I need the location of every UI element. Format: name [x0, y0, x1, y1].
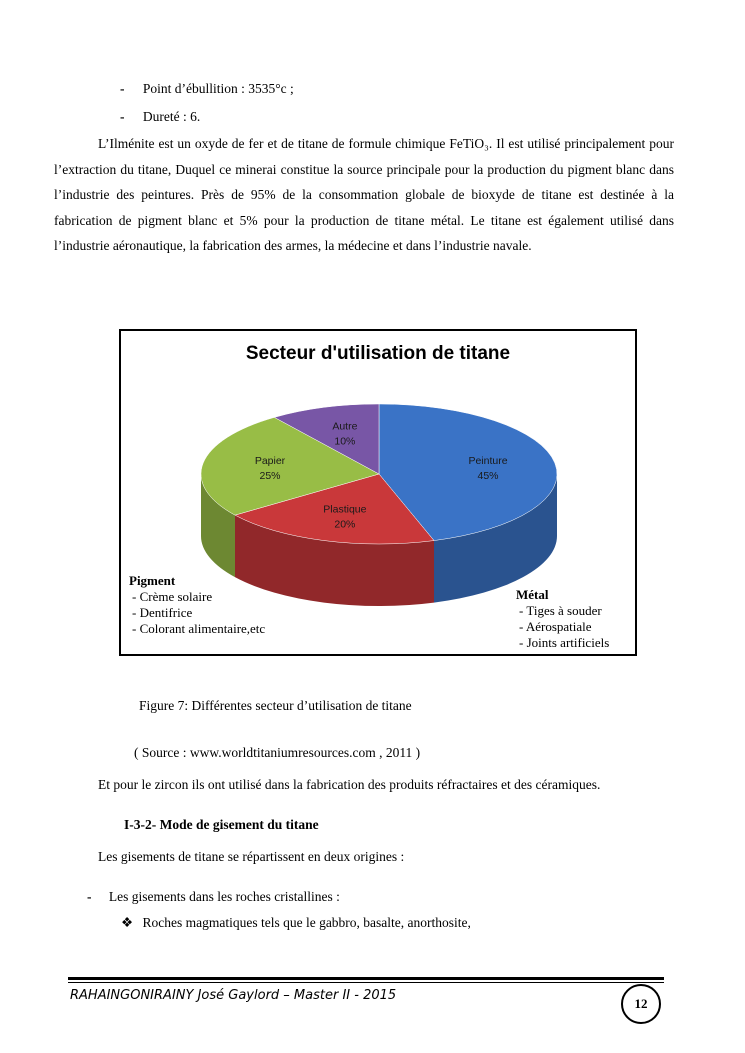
zircon-paragraph: Et pour le zircon ils ont utilisé dans la fabrication des produits réfractaires et des céramiques.	[98, 777, 601, 792]
sub-item-magmatic	[121, 915, 471, 931]
chart-frame	[119, 329, 637, 656]
bullet-hardness	[120, 109, 200, 125]
pie-label-plastique: Plastique	[323, 503, 367, 516]
chart-title: Secteur d'utilisation de titane	[245, 343, 511, 364]
metal-note-item: - Tiges à souder	[519, 603, 602, 618]
figure-caption: Figure 7: Différentes secteur d’utilisation de titane	[139, 698, 412, 713]
metal-note-item: - Joints artificiels	[519, 635, 610, 650]
page-number: 12	[621, 984, 661, 1024]
list-text: Les gisements dans les roches cristallines :	[108, 889, 340, 904]
pigment-note-item: - Dentifrice	[132, 605, 193, 620]
pie-value-plastique: 20%	[334, 518, 356, 531]
pie-value-autre: 10%	[334, 435, 356, 448]
bullet-dash: -	[120, 109, 125, 124]
section-heading: I-3-2- Mode de gisement du titane	[124, 817, 319, 832]
pie-label-autre: Autre	[332, 420, 358, 433]
footer-rule	[68, 977, 664, 980]
pigment-note-item: - Crème solaire	[132, 589, 213, 604]
pigment-note-heading: Pigment	[129, 573, 176, 588]
list-item-crystalline	[87, 889, 340, 905]
bullet-boiling-point	[120, 81, 294, 97]
pigment-note-item: - Colorant alimentaire,etc	[132, 621, 266, 636]
pie-value-peinture: 45%	[477, 470, 499, 483]
bullet-dash: -	[120, 81, 125, 96]
bullet-text: Point d’ébullition : 3535°c ;	[142, 81, 294, 96]
figure-source: ( Source : www.worldtitaniumresources.com , 2011 )	[134, 745, 421, 760]
metal-note-heading: Métal	[516, 587, 549, 602]
pigment-note	[129, 573, 265, 637]
footer-rule-thin	[68, 982, 664, 983]
metal-note	[516, 587, 609, 651]
diamond-bullet-icon: ❖	[121, 915, 134, 930]
list-dash: -	[87, 889, 92, 904]
pie-label-papier: Papier	[254, 455, 286, 468]
bullet-text: Dureté : 6.	[142, 109, 201, 124]
footer-author: RAHAINGONIRAINY José Gaylord – Master II - 2015	[70, 988, 397, 1003]
sub-item-text: Roches magmatiques tels que le gabbro, basalte, anorthosite,	[142, 915, 471, 930]
metal-note-item: - Aérospatiale	[519, 619, 592, 634]
pie-label-peinture: Peinture	[468, 455, 508, 468]
pie-value-papier: 25%	[259, 470, 281, 483]
paragraph-ilmenite: L’Ilménite est un oxyde de fer et de titane de formule chimique FeTiO₃. Il est utilisé principalement pour l’extraction du titane, Duquel ce minerai constitue la source principale pour la production du pigment blanc dans l’industrie des peintures. Près de 95% de la consommation globale de bioxyde de titane est destinée à la fabrication de pigment blanc et 5% pour la production de titane métal. Le titane est également utilisé dans l’industrie aéronautique, la fabrication des armes, la médecine et dans l’industrie navale.	[54, 136, 674, 253]
section-intro: Les gisements de titane se répartissent en deux origines :	[98, 849, 405, 864]
